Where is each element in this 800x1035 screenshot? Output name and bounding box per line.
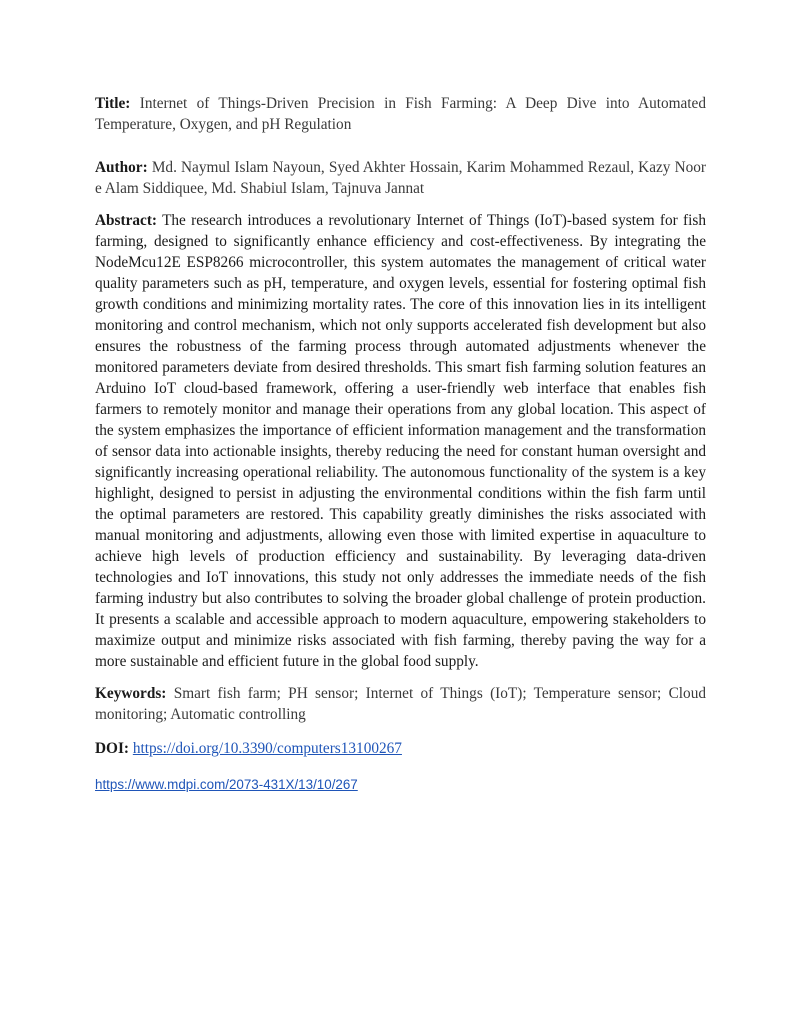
article-url-block — [95, 775, 706, 795]
abstract-block — [95, 210, 706, 672]
title-block — [95, 93, 706, 135]
keywords-text: Smart fish farm; PH sensor; Internet of Things (IoT); Temperature sensor; Cloud monitoring; Automatic controlling — [95, 685, 706, 723]
author-block — [95, 157, 706, 199]
abstract-label: Abstract: — [95, 212, 158, 229]
paper-title: Internet of Things-Driven Precision in Fish Farming: A Deep Dive into Automated Temperature, Oxygen, and pH Regulation — [95, 95, 706, 133]
doi-block — [95, 738, 706, 759]
author-label: Author: — [95, 159, 148, 176]
abstract-text: The research introduces a revolutionary Internet of Things (IoT)-based system for fish farming, designed to significantly enhance efficiency and cost-effectiveness. By integrating the NodeMcu12E ESP8266 microcontroller, this system automates the management of critical water quality parameters such as pH, temperature, and oxygen levels, essential for fostering optimal fish growth conditions and minimizing mortality rates. The core of this innovation lies in its intelligent monitoring and control mechanism, which not only supports accelerated fish development but also ensures the robustness of the farming process through automated adjustments whenever the monitored parameters deviate from desired thresholds. This smart fish farming solution features an Arduino IoT cloud-based framework, offering a user-friendly web interface that enables fish farmers to remotely monitor and manage their operations from any global location. This aspect of the system emphasizes the importance of efficient information management and the transformation of sensor data into actionable insights, thereby reducing the need for constant human oversight and significantly increasing operational reliability. The autonomous functionality of the system is a key highlight, designed to persist in adjusting the environmental conditions within the fish farm until the optimal parameters are restored. This capability greatly diminishes the risks associated with manual monitoring and adjustments, allowing even those with limited expertise in aquaculture to achieve high levels of production efficiency and sustainability. By leveraging data-driven technologies and IoT innovations, this study not only addresses the immediate needs of the fish farming industry but also contributes to solving the broader global challenge of protein production. It presents a scalable and accessible approach to modern aquaculture, empowering stakeholders to maximize output and minimize risks associated with fish farming, thereby paving the way for a more sustainable and efficient future in the global food supply. — [95, 212, 706, 670]
author-list: Md. Naymul Islam Nayoun, Syed Akhter Hossain, Karim Mohammed Rezaul, Kazy Noor e Alam Siddiquee, Md. Shabiul Islam, Tajnuva Jannat — [95, 159, 707, 197]
title-label: Title: — [95, 95, 131, 112]
keywords-label: Keywords: — [95, 685, 167, 702]
doi-link[interactable]: https://doi.org/10.3390/computers13100267 — [132, 740, 402, 757]
keywords-block — [95, 683, 706, 725]
doi-label: DOI: — [95, 740, 129, 757]
paper-summary-page — [95, 93, 706, 795]
article-url-link[interactable]: https://www.mdpi.com/2073-431X/13/10/267 — [95, 777, 358, 792]
